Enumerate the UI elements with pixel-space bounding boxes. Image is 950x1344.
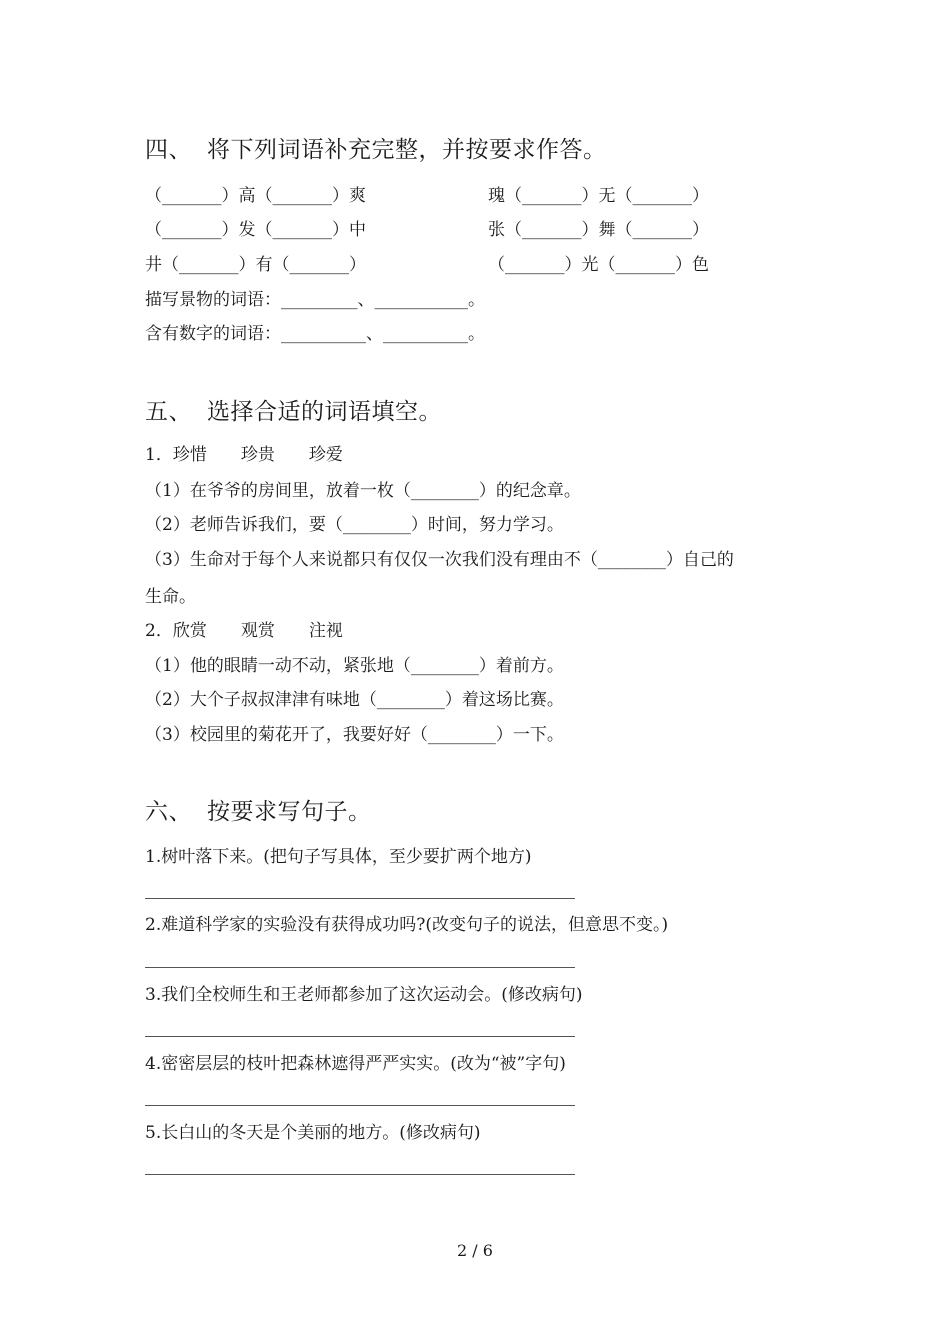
section4-title: 将下列词语补充完整，并按要求作答。: [207, 137, 607, 163]
s4-row1-right: 瑰（_______）无（_______）: [488, 186, 709, 206]
s5-group1-q3-line1: （3）生命对于每个人来说都只有仅仅一次我们没有理由不（________）自己的: [145, 550, 734, 570]
section4-heading: [145, 131, 607, 164]
section5-title: 选择合适的词语填空。: [207, 399, 442, 425]
s6-q4: 4.密密层层的枝叶把森林遮得严严实实。(改为“被”字句): [145, 1054, 566, 1074]
s5-group1-q1: （1）在爷爷的房间里，放着一枚（________）的纪念章。: [145, 481, 581, 501]
s6-q3-answer-line[interactable]: [145, 1036, 575, 1037]
s4-row2-right: 张（_______）舞（_______）: [488, 220, 709, 240]
section5-number: 五、: [145, 399, 192, 425]
s4-row3-left: 井（_______）有（_______）: [145, 255, 366, 275]
s4-row1-left: （_______）高（_______）爽: [145, 186, 366, 206]
s4-row2-left: （_______）发（_______）中: [145, 220, 366, 240]
s4-row3-right: （_______）光（_______）色: [488, 255, 709, 275]
s5-group2-q3: （3）校园里的菊花开了，我要好好（________）一下。: [145, 725, 564, 745]
page-number: 2 / 6: [457, 1241, 493, 1260]
section4-number: 四、: [145, 137, 192, 163]
s6-q2: 2.难道科学家的实验没有获得成功吗?(改变句子的说法，但意思不变。): [145, 915, 669, 935]
s5-group2-q2: （2）大个子叔叔津津有味地（________）着这场比赛。: [145, 690, 564, 710]
s4-scenery-words: 描写景物的词语：_________、___________。: [145, 290, 485, 310]
s4-number-words: 含有数字的词语：__________、__________。: [145, 324, 485, 344]
s5-group1-q3-line2: 生命。: [145, 587, 196, 607]
section5-heading: [145, 393, 442, 426]
s5-group1-title: 1．珍惜 珍贵 珍爱: [145, 445, 343, 465]
s6-q5: 5.长白山的冬天是个美丽的地方。(修改病句): [145, 1123, 481, 1143]
section6-heading: [145, 793, 372, 826]
s6-q4-answer-line[interactable]: [145, 1105, 575, 1106]
s5-group2-title: 2．欣赏 观赏 注视: [145, 621, 343, 641]
s5-group1-q2: （2）老师告诉我们，要（________）时间，努力学习。: [145, 515, 564, 535]
s6-q1-answer-line[interactable]: [145, 898, 575, 899]
s6-q1: 1.树叶落下来。(把句子写具体，至少要扩两个地方): [145, 847, 532, 867]
s6-q2-answer-line[interactable]: [145, 967, 575, 968]
s6-q5-answer-line[interactable]: [145, 1174, 575, 1175]
s6-q3: 3.我们全校师生和王老师都参加了这次运动会。(修改病句): [145, 985, 583, 1005]
s5-group2-q1: （1）他的眼睛一动不动，紧张地（________）着前方。: [145, 656, 564, 676]
section6-number: 六、: [145, 799, 192, 825]
section6-title: 按要求写句子。: [207, 799, 372, 825]
